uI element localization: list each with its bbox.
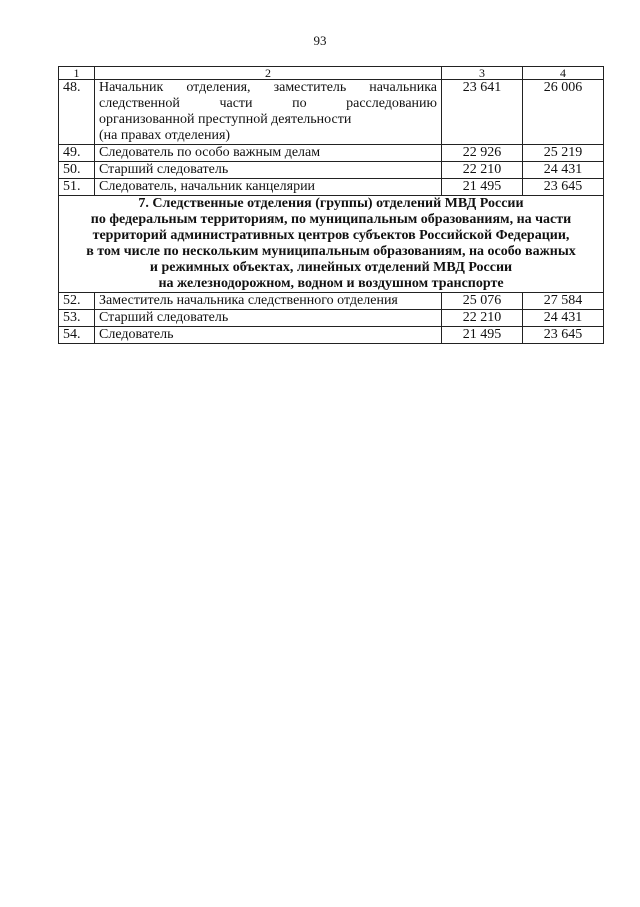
row-number: 54. bbox=[59, 327, 95, 344]
table-header-row bbox=[59, 67, 604, 80]
row-number: 49. bbox=[59, 145, 95, 162]
header-col-4: 4 bbox=[523, 67, 604, 80]
header-col-1: 1 bbox=[59, 67, 95, 80]
position-name: Старший следователь bbox=[95, 162, 442, 179]
row-number: 50. bbox=[59, 162, 95, 179]
position-name: Следователь bbox=[95, 327, 442, 344]
salary-col-3: 25 076 bbox=[442, 293, 523, 310]
position-name: Начальник отделения, заместитель начальника следственной части по расследованию организованной преступной деятельности (на правах отделения) bbox=[95, 80, 442, 145]
table-row bbox=[59, 310, 604, 327]
section-heading-row bbox=[59, 196, 604, 293]
salary-table bbox=[58, 66, 604, 344]
position-name: Заместитель начальника следственного отделения bbox=[95, 293, 442, 310]
table-row bbox=[59, 327, 604, 344]
row-number: 48. bbox=[59, 80, 95, 145]
salary-col-4: 25 219 bbox=[523, 145, 604, 162]
row-number: 51. bbox=[59, 179, 95, 196]
header-col-3: 3 bbox=[442, 67, 523, 80]
salary-col-3: 22 926 bbox=[442, 145, 523, 162]
table-row bbox=[59, 179, 604, 196]
table-row bbox=[59, 80, 604, 145]
salary-col-4: 26 006 bbox=[523, 80, 604, 145]
position-name: Старший следователь bbox=[95, 310, 442, 327]
salary-col-3: 23 641 bbox=[442, 80, 523, 145]
table-row bbox=[59, 162, 604, 179]
salary-col-4: 27 584 bbox=[523, 293, 604, 310]
section-heading: 7. Следственные отделения (группы) отделений МВД России по федеральным территориям, по муниципальным образованиям, на части территорий административных центров субъектов Российской Федерации, в том числе по нескольким муниципальным образованиям, на особо важных и режимных объектах, линейных отделений МВД России на железнодорожном, водном и воздушном транспорте bbox=[59, 196, 604, 293]
salary-col-3: 22 210 bbox=[442, 310, 523, 327]
header-col-2: 2 bbox=[95, 67, 442, 80]
position-name: Следователь, начальник канцелярии bbox=[95, 179, 442, 196]
salary-col-4: 24 431 bbox=[523, 162, 604, 179]
salary-col-4: 24 431 bbox=[523, 310, 604, 327]
salary-col-4: 23 645 bbox=[523, 327, 604, 344]
table-row bbox=[59, 145, 604, 162]
salary-col-3: 21 495 bbox=[442, 327, 523, 344]
row-number: 53. bbox=[59, 310, 95, 327]
salary-col-4: 23 645 bbox=[523, 179, 604, 196]
row-number: 52. bbox=[59, 293, 95, 310]
salary-col-3: 22 210 bbox=[442, 162, 523, 179]
table-row bbox=[59, 293, 604, 310]
salary-col-3: 21 495 bbox=[442, 179, 523, 196]
position-name: Следователь по особо важным делам bbox=[95, 145, 442, 162]
page-number: 93 bbox=[313, 33, 327, 48]
